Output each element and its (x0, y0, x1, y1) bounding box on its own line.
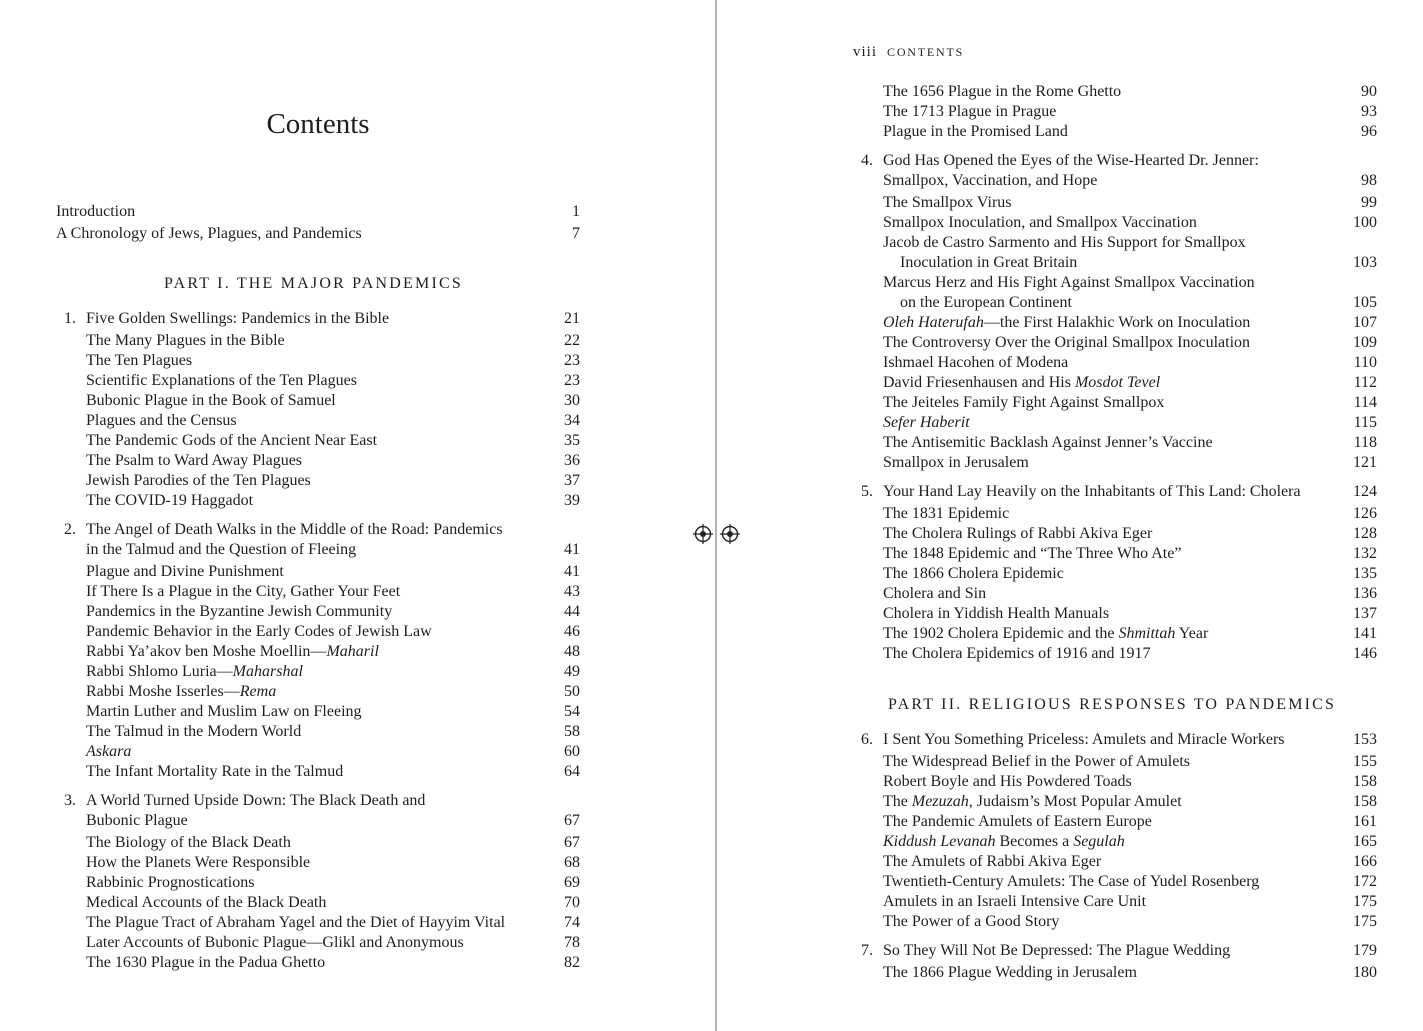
toc-entry[interactable]: How the Planets Were Responsible 68 (86, 854, 580, 871)
toc-entry[interactable]: The 1866 Plague Wedding in Jerusalem 180 (883, 964, 1377, 981)
running-head (853, 44, 964, 61)
toc-entry[interactable]: The Plague Tract of Abraham Yagel and the Diet of Hayyim Vital 74 (86, 914, 580, 931)
toc-entry[interactable]: The COVID-19 Haggadot 39 (86, 492, 580, 509)
right-page (717, 0, 1423, 1031)
toc-entry[interactable]: Amulets in an Israeli Intensive Care Unit 175 (883, 893, 1377, 910)
part-heading: PART II. RELIGIOUS RESPONSES TO PANDEMICS (888, 696, 1337, 713)
running-head-label: CONTENTS (887, 45, 965, 59)
toc-entry[interactable]: Robert Boyle and His Powdered Toads 158 (883, 773, 1377, 790)
toc-entry[interactable]: Rabbinic Prognostications 69 (86, 874, 580, 891)
toc-entry[interactable]: Jewish Parodies of the Ten Plagues 37 (86, 472, 580, 489)
chapter-entry-cont[interactable]: Bubonic Plague 67 (86, 812, 580, 829)
toc-entry[interactable]: Later Accounts of Bubonic Plague—Glikl and Anonymous 78 (86, 934, 580, 951)
toc-entry[interactable]: Rabbi Shlomo Luria—Maharshal 49 (86, 663, 580, 680)
toc-entry[interactable]: Scientific Explanations of the Ten Plagues 23 (86, 372, 580, 389)
toc-entry[interactable]: Smallpox Inoculation, and Smallpox Vaccination 100 (883, 214, 1377, 231)
chapter-entry[interactable]: 6. I Sent You Something Priceless: Amulets and Miracle Workers 153 (861, 731, 1377, 748)
toc-entry[interactable]: The 1656 Plague in the Rome Ghetto 90 (883, 83, 1377, 100)
toc-entry[interactable]: The Smallpox Virus 99 (883, 194, 1377, 211)
toc-entry[interactable]: The Amulets of Rabbi Akiva Eger 166 (883, 853, 1377, 870)
toc-entry[interactable]: Rabbi Ya’akov ben Moshe Moellin—Maharil 48 (86, 643, 580, 660)
chapter-entry[interactable]: 7. So They Will Not Be Depressed: The Plague Wedding 179 (861, 942, 1377, 959)
toc-entry[interactable]: Jacob de Castro Sarmento and His Support for Smallpox (883, 234, 1246, 251)
toc-left-list (56, 309, 580, 973)
toc-entry[interactable]: The Psalm to Ward Away Plagues 36 (86, 452, 580, 469)
chapter-entry[interactable]: 2. The Angel of Death Walks in the Middle of the Road: Pandemics (64, 521, 503, 538)
toc-entry[interactable]: Plague in the Promised Land 96 (883, 123, 1377, 140)
chapter-entry-cont[interactable]: in the Talmud and the Question of Fleeing 41 (86, 541, 580, 558)
toc-entry[interactable]: Kiddush Levanah Becomes a Segulah 165 (883, 833, 1377, 850)
toc-entry[interactable]: A Chronology of Jews, Plagues, and Pandemics 7 (56, 225, 580, 242)
crosshair-handle-icon[interactable] (693, 524, 713, 544)
toc-entry[interactable]: Oleh Haterufah—the First Halakhic Work on Inoculation 107 (883, 314, 1377, 331)
toc-entry[interactable]: The Mezuzah, Judaism’s Most Popular Amulet 158 (883, 793, 1377, 810)
part-heading: PART I. THE MAJOR PANDEMICS (164, 275, 463, 292)
toc-entry[interactable]: The Infant Mortality Rate in the Talmud 64 (86, 763, 580, 780)
toc-entry[interactable]: The 1848 Epidemic and “The Three Who Ate” 132 (883, 545, 1377, 562)
toc-entry[interactable]: The 1902 Cholera Epidemic and the Shmittah Year 141 (883, 625, 1377, 642)
toc-entry[interactable]: Cholera in Yiddish Health Manuals 137 (883, 605, 1377, 622)
toc-entry[interactable]: Ishmael Hacohen of Modena 110 (883, 354, 1377, 371)
toc-entry[interactable]: The Jeiteles Family Fight Against Smallpox 114 (883, 394, 1377, 411)
page-title: Contents (266, 108, 370, 140)
chapter-entry-cont[interactable]: Smallpox, Vaccination, and Hope 98 (883, 172, 1377, 189)
toc-entry[interactable]: Medical Accounts of the Black Death 70 (86, 894, 580, 911)
toc-entry[interactable]: Rabbi Moshe Isserles—Rema 50 (86, 683, 580, 700)
toc-entry[interactable]: Marcus Herz and His Fight Against Smallpox Vaccination (883, 274, 1255, 291)
toc-entry[interactable]: The Cholera Epidemics of 1916 and 1917 146 (883, 645, 1377, 662)
toc-entry[interactable]: Bubonic Plague in the Book of Samuel 30 (86, 392, 580, 409)
chapter-entry[interactable]: 3. A World Turned Upside Down: The Black Death and (64, 792, 426, 809)
toc-entry[interactable]: The Ten Plagues 23 (86, 352, 580, 369)
toc-entry[interactable]: David Friesenhausen and His Mosdot Tevel 112 (883, 374, 1377, 391)
toc-entry[interactable]: The Widespread Belief in the Power of Amulets 155 (883, 753, 1377, 770)
toc-entry[interactable]: If There Is a Plague in the City, Gather Your Feet 43 (86, 583, 580, 600)
toc-entry[interactable]: The 1630 Plague in the Padua Ghetto 82 (86, 954, 580, 971)
toc-entry[interactable]: Introduction 1 (56, 203, 580, 220)
toc-entry[interactable]: Cholera and Sin 136 (883, 585, 1377, 602)
toc-entry[interactable]: The 1831 Epidemic 126 (883, 505, 1377, 522)
toc-entry[interactable]: Plague and Divine Punishment 41 (86, 563, 580, 580)
toc-entry[interactable]: The Biology of the Black Death 67 (86, 834, 580, 851)
chapter-entry[interactable]: 5. Your Hand Lay Heavily on the Inhabitants of This Land: Cholera 124 (861, 483, 1377, 500)
toc-entry-cont[interactable]: Inoculation in Great Britain 103 (900, 254, 1377, 271)
toc-entry[interactable]: Twentieth-Century Amulets: The Case of Yudel Rosenberg 172 (883, 873, 1377, 890)
toc-entry[interactable]: Plagues and the Census 34 (86, 412, 580, 429)
toc-entry[interactable]: The Pandemic Amulets of Eastern Europe 161 (883, 813, 1377, 830)
toc-entry[interactable]: Martin Luther and Muslim Law on Fleeing 54 (86, 703, 580, 720)
toc-entry[interactable]: Pandemics in the Byzantine Jewish Community 44 (86, 603, 580, 620)
toc-entry[interactable]: The Antisemitic Backlash Against Jenner’s Vaccine 118 (883, 434, 1377, 451)
toc-entry[interactable]: The 1866 Cholera Epidemic 135 (883, 565, 1377, 582)
running-head-page: viii (853, 44, 878, 60)
toc-entry[interactable]: The Controversy Over the Original Smallpox Inoculation 109 (883, 334, 1377, 351)
toc-entry[interactable]: The 1713 Plague in Prague 93 (883, 103, 1377, 120)
toc-entry[interactable]: The Cholera Rulings of Rabbi Akiva Eger 128 (883, 525, 1377, 542)
toc-entry[interactable]: Pandemic Behavior in the Early Codes of Jewish Law 46 (86, 623, 580, 640)
toc-entry[interactable]: Sefer Haberit 115 (883, 414, 1377, 431)
toc-entry[interactable]: Smallpox in Jerusalem 121 (883, 454, 1377, 471)
toc-right-list (861, 82, 1377, 664)
chapter-entry[interactable]: 4. God Has Opened the Eyes of the Wise-Hearted Dr. Jenner: (861, 152, 1259, 169)
chapter-entry[interactable]: 1. Five Golden Swellings: Pandemics in the Bible 21 (64, 310, 580, 327)
front-matter (56, 201, 580, 245)
toc-entry-cont[interactable]: on the European Continent 105 (900, 294, 1377, 311)
toc-entry[interactable]: The Many Plagues in the Bible 22 (86, 332, 580, 349)
toc-entry[interactable]: The Talmud in the Modern World 58 (86, 723, 580, 740)
toc-entry[interactable]: Askara 60 (86, 743, 580, 760)
toc-right-list-2 (861, 730, 1377, 983)
toc-entry[interactable]: The Pandemic Gods of the Ancient Near East 35 (86, 432, 580, 449)
toc-entry[interactable]: The Power of a Good Story 175 (883, 913, 1377, 930)
